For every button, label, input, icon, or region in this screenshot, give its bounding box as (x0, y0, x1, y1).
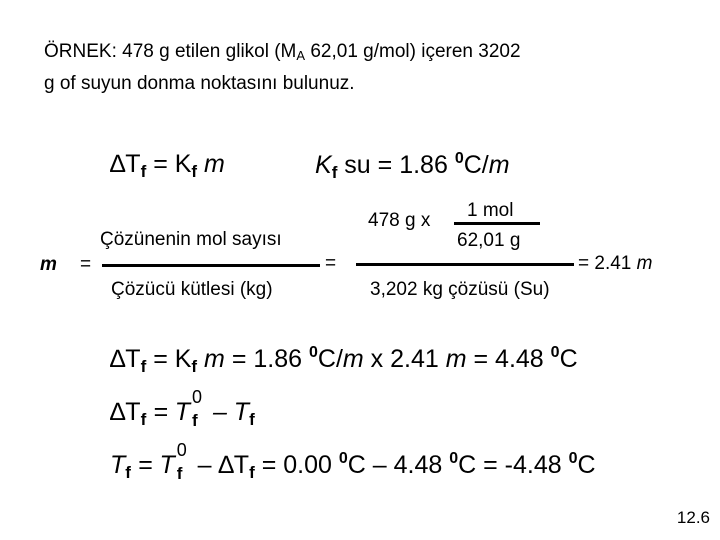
kf-unit-m: m (488, 151, 510, 179)
equals-k: = K (146, 150, 192, 178)
subscript-f: f (140, 410, 147, 429)
molality-result-unit: m (636, 253, 653, 274)
degree-superscript: 0 (308, 344, 318, 361)
molality-value: x 2.41 (363, 345, 446, 373)
page-number: 12.6 (676, 508, 710, 527)
degree-superscript: 0 (568, 450, 578, 467)
kf-unit: C/ (463, 151, 489, 179)
molality-symbol-left: m (40, 254, 57, 275)
equals-k: = K (146, 345, 192, 373)
molality-unit: m (445, 345, 467, 373)
degree-superscript: 0 (449, 450, 459, 467)
delta-tf-definition (110, 387, 255, 430)
molality-numerator: Çözünenin mol sayısı (100, 229, 282, 250)
inner-fraction-bar (454, 222, 540, 225)
subscript-f: f (125, 463, 131, 482)
superscript-zero: 0 (176, 440, 187, 460)
subscript-f: f (191, 357, 198, 376)
celsius-unit: C (577, 451, 596, 479)
degree-superscript: 0 (550, 344, 560, 361)
main-fraction-bar (356, 263, 574, 266)
delta-t: ∆T (110, 150, 141, 178)
subscript-f: f (249, 410, 255, 429)
subscript-f: f (176, 464, 183, 483)
problem-statement (44, 38, 684, 98)
molality-fraction-bar (102, 264, 320, 267)
problem-line2: g of suyun donma noktasını bulunuz. (44, 73, 355, 94)
kf-value: su = 1.86 (337, 151, 455, 179)
depression-value: C – 4.48 (347, 451, 450, 479)
problem-line1-a: ÖRNEK: 478 g etilen glikol (M (44, 41, 297, 62)
superscript-zero: 0 (192, 387, 203, 407)
molality-symbol: m (197, 345, 225, 373)
degree-superscript: 0 (338, 450, 348, 467)
subscript-f: f (249, 463, 255, 482)
degree-superscript: 0 (454, 150, 464, 167)
equals-t: = T (130, 451, 175, 479)
delta-tf-calculation (110, 344, 578, 377)
celsius-unit: C (559, 345, 578, 373)
equals-t: = T (146, 398, 191, 426)
molality-result (578, 253, 652, 275)
subscript-f: f (140, 357, 147, 376)
delta-t: ∆T (110, 398, 141, 426)
subscript-f: f (331, 163, 338, 182)
molality-denominator: Çözücü kütlesi (kg) (111, 279, 273, 300)
delta-t: ∆T (110, 345, 141, 373)
minus-delta-t: – ∆T (190, 451, 250, 479)
kf-symbol: K (315, 151, 332, 179)
t-zero-f-script (175, 440, 191, 483)
inner-numerator: 1 mol (467, 200, 514, 221)
inner-denominator: 62,01 g (457, 230, 521, 251)
molality-denominator-2: 3,202 kg çözüsü (Su) (370, 279, 550, 300)
problem-line1-sub: A (296, 48, 306, 63)
molality-equals-2: = (325, 253, 337, 274)
molality-result-value: = 2.41 (578, 253, 637, 274)
t-symbol: T (110, 451, 126, 479)
kf-value: = 1.86 (224, 345, 309, 373)
freezing-point-result (110, 440, 596, 483)
subscript-f: f (192, 411, 198, 430)
subscript-f: f (140, 162, 147, 181)
t-zero-f-script (190, 387, 206, 430)
delta-tf-value: = 4.48 (466, 345, 551, 373)
kf-unit: C/ (317, 345, 343, 373)
molality-equals: = (80, 254, 92, 275)
pure-solvent-fp: = 0.00 (254, 451, 339, 479)
kf-unit-m: m (342, 345, 364, 373)
subscript-f: f (191, 162, 198, 181)
molality-symbol: m (197, 150, 225, 178)
inner-prefix: 478 g x (368, 210, 431, 231)
final-result: C = -4.48 (458, 451, 569, 479)
minus-t: – T (206, 398, 250, 426)
problem-line1-b: 62,01 g/mol) içeren 3202 (305, 41, 521, 62)
kf-water-constant (315, 150, 510, 183)
freezing-point-depression-formula (110, 150, 225, 182)
